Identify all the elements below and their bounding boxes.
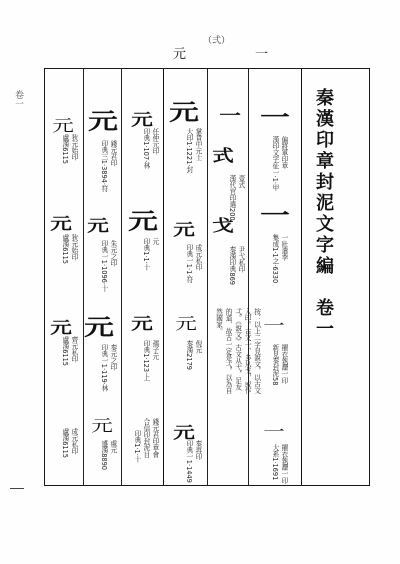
seal-glyph: 元 (87, 216, 109, 235)
caption: 錢元君印 (108, 140, 117, 167)
caption: 印典1·1·十 (132, 430, 141, 463)
caption: 擢衣執灋一印 (279, 344, 288, 384)
seal-glyph: 式 (212, 146, 234, 165)
column-divider (207, 69, 208, 485)
seal-glyph: 元 (84, 316, 114, 341)
caption: 印典一1·1·符 (184, 244, 193, 283)
caption: 掌貨中元士 (193, 128, 202, 161)
editorial-note: 按：以上二字見說文，以古文入印。古文一、多从戈，或作弌。《說文》古文从弋，足友的道，故古一定是弌。以為自然國家。 (214, 308, 261, 394)
column-divider (83, 69, 84, 485)
seal-glyph: 一 (263, 422, 285, 441)
seal-glyph: 元 (173, 220, 195, 239)
caption: 擢衣執灋一印 (279, 444, 288, 484)
caption: 印典1·107·林 (141, 128, 150, 169)
column-divider (121, 69, 122, 485)
page-number: （弍） (203, 36, 231, 46)
caption: 盧漢6115 (60, 428, 69, 458)
seal-glyph: 元 (128, 210, 158, 235)
heading-yuan: 元 (173, 47, 187, 62)
caption: 偏將軍印章 (279, 136, 288, 169)
seal-glyph: 一 (260, 204, 290, 229)
caption: 一壯遣季 (279, 234, 288, 261)
caption: 朱元之印 (108, 240, 117, 267)
caption: 盧漢6115 (60, 134, 69, 164)
caption: 秦元之印 (108, 344, 117, 371)
caption: 狄元始印 (69, 134, 78, 161)
caption: 秦再印 (193, 440, 202, 460)
seal-glyph: 元 (91, 416, 113, 435)
caption: 印典1·1·十 (141, 238, 150, 271)
caption: 印典一1·1449 (184, 440, 193, 483)
margin-mark: 卷一 (13, 90, 23, 108)
caption: 尹弋私印 (236, 246, 245, 273)
seal-glyph: 元 (50, 214, 72, 233)
caption: 錢元君印章會 (150, 418, 159, 458)
seal-glyph: 一 (219, 106, 241, 125)
seal-glyph: 元 (50, 318, 72, 337)
caption: 盧漢6115 (60, 336, 69, 366)
caption: 倪元 (193, 340, 202, 354)
caption: 齊元私印 (69, 336, 78, 363)
caption: 秦漢印典869 (227, 246, 236, 285)
caption: 任仲元印 (150, 128, 159, 155)
bottom-margin-mark (10, 488, 24, 489)
caption: 印典1·123·上 (141, 340, 150, 381)
caption: 集成1·1之·6330 (270, 234, 279, 284)
seal-glyph: 元 (175, 314, 197, 333)
seal-glyph: 元 (131, 314, 153, 333)
seal-glyph: 一 (263, 316, 285, 335)
caption: 大系1·1691 (270, 444, 279, 481)
seal-glyph: 戈 (212, 216, 234, 235)
column-divider (248, 69, 249, 485)
caption: 壹式 (236, 175, 245, 189)
seal-glyph: 元 (52, 116, 74, 135)
title-divider (301, 69, 302, 485)
caption: 狄元始印 (69, 234, 78, 261)
caption: 盧漢6115 (60, 234, 69, 264)
caption: 印典三1·3894·符 (99, 140, 108, 192)
page-title: 秦漢印章封泥文字編 卷一 (313, 88, 334, 340)
seal-glyph: 元 (88, 110, 118, 135)
caption: 元 (150, 238, 159, 245)
caption: 孺子元 (150, 340, 159, 360)
caption: 成元私印 (69, 428, 78, 455)
caption: 成元私印 (193, 244, 202, 271)
heading-yi: 一 (255, 47, 269, 62)
caption: 大印1·1221·封 (184, 128, 193, 173)
caption: 漢代官印選200 (227, 175, 236, 221)
caption: 秦漢2179 (184, 340, 193, 370)
seal-glyph: 元 (131, 110, 153, 129)
seal-glyph: 元 (173, 423, 195, 442)
caption: 新見秦封泥58 (270, 344, 279, 386)
caption: 印典一1·1096·十 (99, 240, 108, 292)
caption: 漢印文字征一·1·甲 (270, 136, 279, 191)
seal-glyph: 一 (260, 106, 290, 131)
caption: 印典一1·119·林 (99, 344, 108, 392)
character-divider (163, 69, 164, 485)
caption: 處元 (108, 440, 117, 454)
caption: 盛漢8890 (99, 440, 108, 470)
caption: 合信印封泥目 (141, 418, 150, 458)
seal-glyph: 元 (169, 101, 199, 126)
